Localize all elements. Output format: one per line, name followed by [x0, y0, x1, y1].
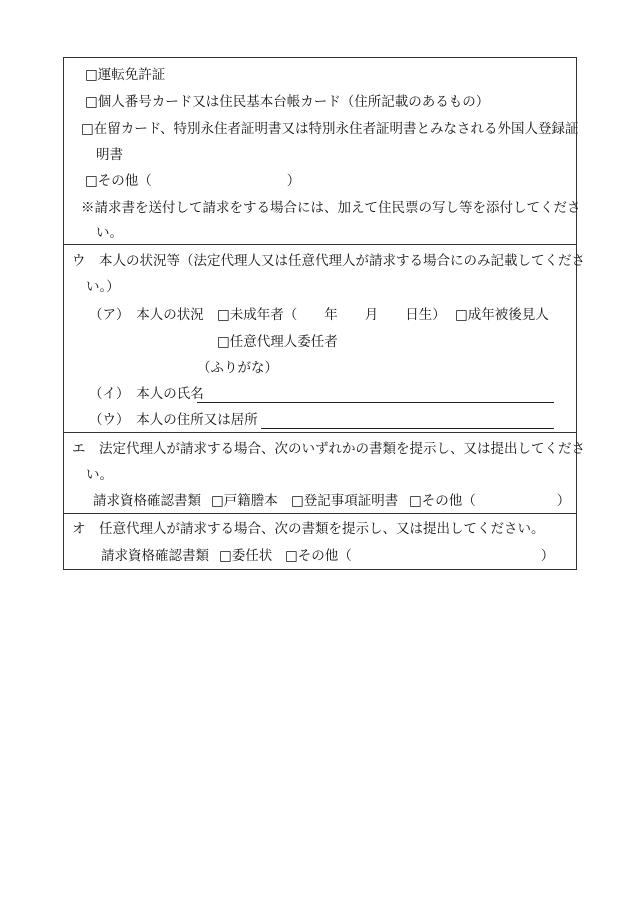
principal-address-label: （ウ） 本人の住所又は居所	[89, 412, 258, 428]
principal-name-field[interactable]	[197, 402, 554, 403]
furigana-label: （ふりがな）	[197, 360, 278, 376]
section-e-heading-line2: い。	[86, 467, 113, 483]
form-frame	[63, 57, 585, 570]
mailing-note-line1: ※請求書を送付して請求をする場合には、加えて住民票の写し等を添付してくださ	[81, 200, 581, 216]
section-identity-documents	[64, 58, 581, 244]
checkbox-other-voluntary[interactable]: □その他（ ）	[285, 548, 555, 564]
mailing-note-line2: い。	[96, 225, 123, 241]
section-principal-status	[64, 244, 585, 432]
section-u-heading-line2: い。）	[86, 279, 120, 295]
section-voluntary-representative	[64, 513, 576, 569]
checkbox-drivers-license[interactable]: □運転免許証	[85, 67, 166, 83]
checkbox-residence-card[interactable]: □在留カード、特別永住者証明書又は特別永住者証明書とみなされる外国人登録証	[81, 121, 579, 137]
principal-address-field[interactable]	[261, 428, 554, 429]
residence-card-continuation: 明書	[96, 147, 123, 163]
checkbox-my-number-card[interactable]: □個人番号カード又は住民基本台帳カード（住所記載のあるもの）	[85, 94, 490, 110]
voluntary-docs-label: 請求資格確認書類	[101, 548, 209, 564]
checkbox-power-of-attorney[interactable]: □委任状	[219, 548, 273, 564]
checkbox-other-legal[interactable]: □その他（ ）	[409, 493, 571, 509]
principal-name-label: （イ） 本人の氏名	[89, 386, 204, 402]
checkbox-family-register[interactable]: □戸籍謄本	[211, 493, 278, 509]
checkbox-registry-certificate[interactable]: □登記事項証明書	[291, 493, 399, 509]
checkbox-adult-ward[interactable]: □成年被後見人	[455, 307, 549, 323]
section-e-heading-line1: エ 法定代理人が請求する場合、次のいずれかの書類を提示し、又は提出してくださ	[72, 441, 585, 457]
section-u-heading-line1: ウ 本人の状況等（法定代理人又は任意代理人が請求する場合にのみ記載してくださ	[72, 253, 585, 269]
section-o-heading: オ 任意代理人が請求する場合、次の書類を提示し、又は提出してください。	[72, 521, 545, 537]
legal-docs-label: 請求資格確認書類	[93, 493, 201, 509]
checkbox-other-id[interactable]: □その他（ ）	[85, 173, 301, 189]
checkbox-minor[interactable]: □未成年者（ 年 月 日生）	[217, 307, 446, 323]
section-legal-representative	[64, 432, 585, 513]
checkbox-voluntary-principal[interactable]: □任意代理人委任者	[217, 334, 338, 350]
principal-status-label: （ア） 本人の状況	[89, 307, 204, 323]
